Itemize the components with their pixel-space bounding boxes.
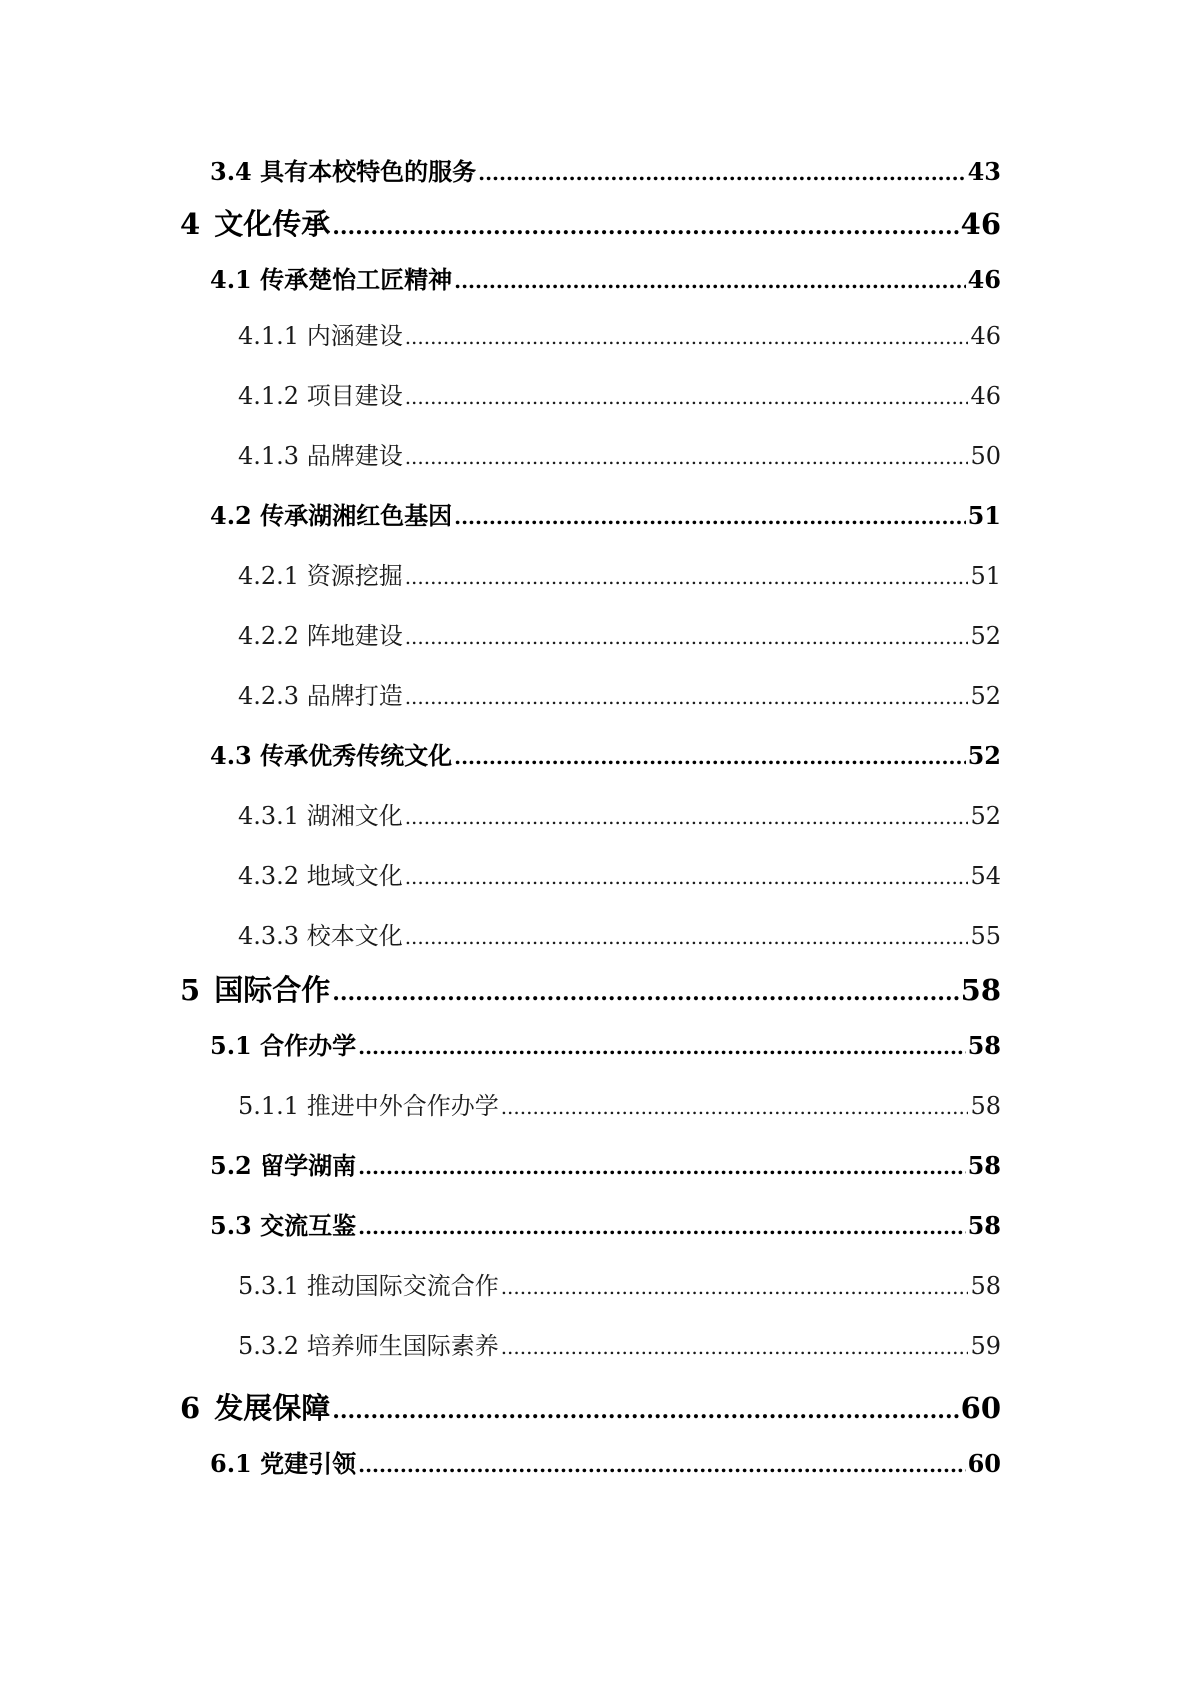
toc-entry-page: 58 bbox=[967, 1211, 1001, 1240]
dot-leader bbox=[332, 980, 958, 1006]
toc-entry-title bbox=[180, 968, 330, 1009]
toc-entry-4-3[interactable] bbox=[210, 736, 1001, 776]
toc-entry-page: 46 bbox=[967, 265, 1001, 294]
toc-entry-page: 59 bbox=[970, 1332, 1001, 1360]
dot-leader bbox=[501, 1095, 969, 1119]
toc-entry-6-1[interactable] bbox=[210, 1444, 1001, 1484]
toc-entry-4-2-1[interactable] bbox=[238, 556, 1001, 596]
dot-leader bbox=[501, 1275, 969, 1299]
dot-leader bbox=[501, 1335, 969, 1359]
toc-entry-title: 5.1 合作办学 bbox=[210, 1031, 357, 1060]
toc-entry-chapter-5[interactable] bbox=[180, 968, 1001, 1008]
toc-entry-page: 46 bbox=[970, 382, 1001, 410]
toc-entry-page: 43 bbox=[967, 157, 1001, 186]
toc-entry-page: 50 bbox=[970, 442, 1001, 470]
toc-entry-title: 4.3.3 校本文化 bbox=[238, 922, 403, 950]
toc-entry-title: 5.1.1 推进中外合作办学 bbox=[238, 1092, 499, 1120]
dot-leader bbox=[405, 865, 969, 889]
dot-leader bbox=[358, 1215, 965, 1239]
toc-entry-title: 4.3.1 湖湘文化 bbox=[238, 802, 403, 830]
dot-leader bbox=[332, 214, 958, 240]
toc-entry-page: 60 bbox=[967, 1449, 1001, 1478]
dot-leader bbox=[405, 325, 969, 349]
dot-leader bbox=[405, 385, 969, 409]
toc-entry-title: 5.3.1 推动国际交流合作 bbox=[238, 1272, 499, 1300]
toc-entry-page: 54 bbox=[970, 862, 1001, 890]
toc-entry-4-1[interactable] bbox=[210, 260, 1001, 300]
toc-entry-title: 4.1.1 内涵建设 bbox=[238, 322, 403, 350]
toc-entry-title: 4.1.2 项目建设 bbox=[238, 382, 403, 410]
toc-entry-page: 58 bbox=[970, 1092, 1001, 1120]
toc-entry-title: 5.3.2 培养师生国际素养 bbox=[238, 1332, 499, 1360]
dot-leader bbox=[332, 1398, 958, 1424]
chapter-title: 文化传承 bbox=[214, 207, 331, 241]
dot-leader bbox=[358, 1155, 965, 1179]
chapter-number: 4 bbox=[180, 207, 201, 241]
toc-entry-page: 58 bbox=[967, 1031, 1001, 1060]
toc-entry-title: 4.2.1 资源挖掘 bbox=[238, 562, 403, 590]
chapter-title: 发展保障 bbox=[214, 1391, 331, 1425]
toc-entry-4-1-1[interactable] bbox=[238, 316, 1001, 356]
toc-entry-title: 4.2 传承湖湘红色基因 bbox=[210, 501, 453, 530]
toc-entry-4-3-1[interactable] bbox=[238, 796, 1001, 836]
toc-entry-4-2[interactable] bbox=[210, 496, 1001, 536]
dot-leader bbox=[405, 565, 969, 589]
toc-entry-4-1-2[interactable] bbox=[238, 376, 1001, 416]
toc-entry-4-3-3[interactable] bbox=[238, 916, 1001, 956]
toc-entry-5-3[interactable] bbox=[210, 1206, 1001, 1246]
toc-entry-page: 52 bbox=[970, 682, 1001, 710]
toc-entry-page: 60 bbox=[960, 1391, 1001, 1425]
dot-leader bbox=[478, 161, 965, 185]
dot-leader bbox=[405, 625, 969, 649]
toc-entry-page: 52 bbox=[970, 622, 1001, 650]
dot-leader bbox=[454, 505, 965, 529]
toc-entry-5-3-1[interactable] bbox=[238, 1266, 1001, 1306]
toc-entry-4-2-2[interactable] bbox=[238, 616, 1001, 656]
toc-entry-5-3-2[interactable] bbox=[238, 1326, 1001, 1366]
toc-entry-page: 58 bbox=[960, 973, 1001, 1007]
dot-leader bbox=[405, 805, 969, 829]
toc-entry-page: 58 bbox=[967, 1151, 1001, 1180]
chapter-title: 国际合作 bbox=[214, 973, 331, 1007]
toc-entry-title: 4.3 传承优秀传统文化 bbox=[210, 741, 453, 770]
dot-leader bbox=[405, 445, 969, 469]
chapter-number: 5 bbox=[180, 973, 201, 1007]
dot-leader bbox=[405, 685, 969, 709]
toc-entry-title bbox=[180, 1386, 330, 1427]
toc-entry-3-4[interactable] bbox=[210, 152, 1001, 192]
toc-entry-page: 46 bbox=[970, 322, 1001, 350]
toc-entry-title: 4.1 传承楚怡工匠精神 bbox=[210, 265, 453, 294]
toc-entry-title: 5.3 交流互鉴 bbox=[210, 1211, 357, 1240]
toc-entry-title: 4.3.2 地域文化 bbox=[238, 862, 403, 890]
toc-entry-page: 51 bbox=[967, 501, 1001, 530]
toc-entry-title bbox=[180, 202, 330, 243]
toc-entry-4-1-3[interactable] bbox=[238, 436, 1001, 476]
toc-entry-5-1-1[interactable] bbox=[238, 1086, 1001, 1126]
toc-entry-chapter-4[interactable] bbox=[180, 202, 1001, 242]
toc-entry-5-2[interactable] bbox=[210, 1146, 1001, 1186]
toc-entry-title: 5.2 留学湖南 bbox=[210, 1151, 357, 1180]
toc-entry-page: 58 bbox=[970, 1272, 1001, 1300]
toc-entry-title: 4.2.2 阵地建设 bbox=[238, 622, 403, 650]
toc-entry-4-2-3[interactable] bbox=[238, 676, 1001, 716]
toc-entry-title: 4.1.3 品牌建设 bbox=[238, 442, 403, 470]
toc-entry-chapter-6[interactable] bbox=[180, 1386, 1001, 1426]
dot-leader bbox=[358, 1035, 965, 1059]
toc-entry-page: 46 bbox=[960, 207, 1001, 241]
toc-entry-title: 6.1 党建引领 bbox=[210, 1449, 357, 1478]
toc-entry-page: 55 bbox=[970, 922, 1001, 950]
dot-leader bbox=[358, 1453, 965, 1477]
dot-leader bbox=[405, 925, 969, 949]
dot-leader bbox=[454, 269, 965, 293]
toc-entry-page: 51 bbox=[970, 562, 1001, 590]
toc-entry-title: 3.4 具有本校特色的服务 bbox=[210, 157, 477, 186]
dot-leader bbox=[454, 745, 965, 769]
chapter-number: 6 bbox=[180, 1391, 201, 1425]
toc-entry-title: 4.2.3 品牌打造 bbox=[238, 682, 403, 710]
toc-entry-page: 52 bbox=[970, 802, 1001, 830]
toc-entry-5-1[interactable] bbox=[210, 1026, 1001, 1066]
toc-entry-page: 52 bbox=[967, 741, 1001, 770]
toc-entry-4-3-2[interactable] bbox=[238, 856, 1001, 896]
